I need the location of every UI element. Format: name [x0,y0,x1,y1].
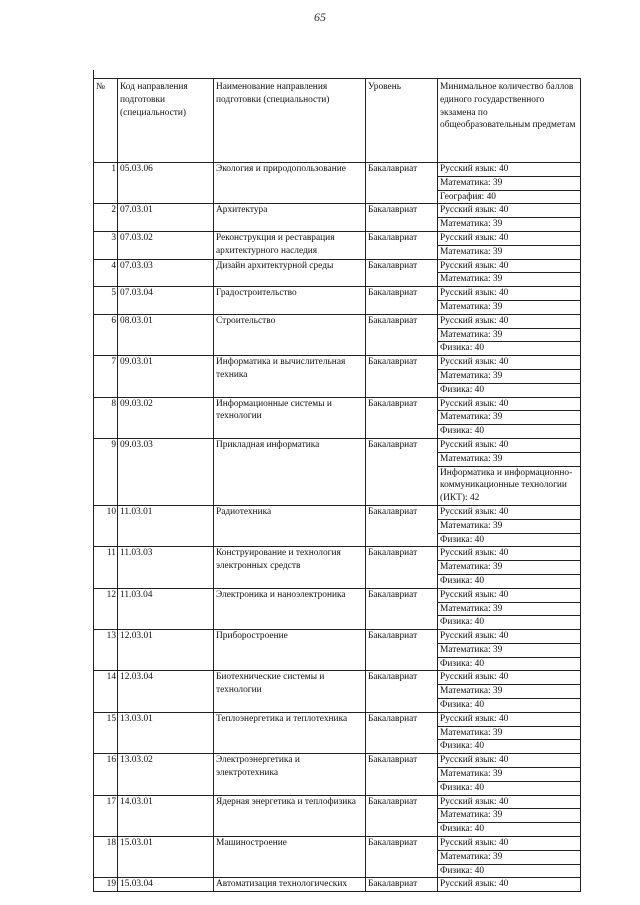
table-row [94,671,581,712]
row-code: 12.03.01 [118,630,214,671]
subject-score: Математика: 39 [438,685,580,699]
row-number: 14 [94,671,118,712]
row-code: 15.03.01 [118,837,214,878]
subject-score: Физика: 40 [440,384,485,395]
subject-score: Математика: 39 [438,453,580,467]
table-row [94,231,581,259]
subject-score: Русский язык: 40 [438,671,580,685]
row-name: Экология и природопользование [214,163,366,204]
subject-score: Математика: 39 [438,411,580,425]
row-name: Информационные системы и технологии [214,397,366,438]
row-subjects [438,287,581,315]
row-level: Бакалавриат [366,231,438,259]
subject-score: Русский язык: 40 [438,204,580,218]
row-level: Бакалавриат [366,438,438,505]
row-level: Бакалавриат [366,287,438,315]
row-subjects [438,712,581,753]
header-name: Наименование направления подготовки (специальности) [214,79,366,163]
subject-score: Математика: 39 [438,727,580,741]
table-body [94,163,581,892]
row-number: 16 [94,754,118,795]
row-code: 15.03.04 [118,878,214,892]
row-name: Информатика и вычислительная техника [214,356,366,397]
row-subjects [438,630,581,671]
row-code: 11.03.04 [118,588,214,629]
header-code: Код направления подготовки (специальности) [118,79,214,163]
row-number: 19 [94,878,118,892]
row-level: Бакалавриат [366,259,438,287]
row-name: Строительство [214,314,366,355]
row-level: Бакалавриат [366,314,438,355]
row-subjects [438,163,581,204]
row-code: 09.03.02 [118,397,214,438]
row-code: 05.03.06 [118,163,214,204]
row-name: Приборостроение [214,630,366,671]
row-level: Бакалавриат [366,837,438,878]
row-name: Градостроительство [214,287,366,315]
subject-score: Физика: 40 [440,343,485,354]
row-name: Машиностроение [214,837,366,878]
row-code: 09.03.01 [118,356,214,397]
subject-score: Русский язык: 40 [438,439,580,453]
row-subjects [438,837,581,878]
row-subjects [438,547,581,588]
header-num: № [94,79,118,163]
row-code: 12.03.04 [118,671,214,712]
subject-score: Русский язык: 40 [438,163,580,177]
row-name: Электроэнергетика и электротехника [214,754,366,795]
row-name: Ядерная энергетика и теплофизика [214,795,366,836]
table-row [94,630,581,671]
subject-score: Русский язык: 40 [438,713,580,727]
row-number: 4 [94,259,118,287]
row-number: 15 [94,712,118,753]
table-row [94,712,581,753]
table-row [94,795,581,836]
table-row [94,397,581,438]
subject-score: Физика: 40 [440,700,485,711]
row-name: Радиотехника [214,505,366,546]
table-row [94,204,581,232]
subject-score: Математика: 39 [438,851,580,865]
row-number: 10 [94,505,118,546]
row-level: Бакалавриат [366,671,438,712]
subject-score: Математика: 39 [438,329,580,343]
subject-score: Математика: 39 [438,370,580,384]
header-level: Уровень [366,79,438,163]
row-code: 07.03.02 [118,231,214,259]
table-row [94,754,581,795]
row-number: 2 [94,204,118,232]
row-code: 07.03.03 [118,259,214,287]
subject-score: Русский язык: 40 [438,754,580,768]
row-number: 11 [94,547,118,588]
subject-score: География: 40 [440,191,496,202]
row-subjects [438,397,581,438]
row-subjects [438,671,581,712]
subject-score: Физика: 40 [440,741,485,752]
row-number: 13 [94,630,118,671]
subject-score: Русский язык: 40 [438,589,580,603]
subject-score: Русский язык: 40 [438,547,580,561]
row-subjects [438,204,581,232]
admission-scores-table [93,78,581,892]
subject-score: Математика: 39 [438,561,580,575]
row-subjects [438,754,581,795]
row-name: Реконструкция и реставрация архитектурного наследия [214,231,366,259]
row-subjects [438,588,581,629]
row-subjects [438,231,581,259]
row-level: Бакалавриат [366,795,438,836]
row-level: Бакалавриат [366,878,438,892]
table-row [94,259,581,287]
row-number: 3 [94,231,118,259]
subject-score: Физика: 40 [440,617,485,628]
table-row [94,505,581,546]
row-name: Электроника и наноэлектроника [214,588,366,629]
row-code: 13.03.02 [118,754,214,795]
subject-score: Русский язык: 40 [438,630,580,644]
row-code: 11.03.03 [118,547,214,588]
row-subjects [438,438,581,505]
subject-score: Русский язык: 40 [438,315,580,329]
row-number: 18 [94,837,118,878]
row-level: Бакалавриат [366,588,438,629]
subject-score: Математика: 39 [440,219,503,230]
subject-score: Математика: 39 [440,301,503,312]
row-number: 9 [94,438,118,505]
row-number: 7 [94,356,118,397]
row-subjects [438,259,581,287]
row-level: Бакалавриат [366,163,438,204]
row-code: 07.03.04 [118,287,214,315]
table-header-row [94,79,581,163]
row-level: Бакалавриат [366,356,438,397]
header-min-score: Минимальное количество баллов единого государственного экзамена по общеобразовательным предметам [438,79,581,163]
row-level: Бакалавриат [366,712,438,753]
row-code: 09.03.03 [118,438,214,505]
subject-score: Русский язык: 40 [438,232,580,246]
table-row [94,163,581,204]
subject-score: Физика: 40 [440,658,485,669]
subject-score: Физика: 40 [440,824,485,835]
table-row [94,287,581,315]
row-number: 5 [94,287,118,315]
table-row [94,547,581,588]
row-level: Бакалавриат [366,204,438,232]
subject-score: Математика: 39 [438,520,580,534]
subject-score: Русский язык: 40 [438,260,580,274]
row-name: Архитектура [214,204,366,232]
row-number: 8 [94,397,118,438]
subject-score: Русский язык: 40 [438,287,580,301]
row-subjects [438,878,581,892]
row-name: Автоматизация технологических [214,878,366,892]
table-row [94,588,581,629]
row-level: Бакалавриат [366,754,438,795]
row-subjects [438,314,581,355]
subject-score: Математика: 39 [438,768,580,782]
subject-score: Физика: 40 [440,575,485,586]
row-number: 12 [94,588,118,629]
row-number: 6 [94,314,118,355]
subject-score: Математика: 39 [438,177,580,191]
table-row [94,438,581,505]
table-row [94,878,581,892]
row-level: Бакалавриат [366,547,438,588]
page-number: 65 [314,10,326,24]
row-name: Теплоэнергетика и теплотехника [214,712,366,753]
subject-score: Математика: 39 [438,809,580,823]
subject-score: Русский язык: 40 [438,356,580,370]
subject-score: Физика: 40 [440,534,485,545]
subject-score: Физика: 40 [440,782,485,793]
subject-score: Физика: 40 [440,426,485,437]
row-code: 07.03.01 [118,204,214,232]
subject-score: Русский язык: 40 [438,837,580,851]
table-row [94,356,581,397]
row-code: 14.03.01 [118,795,214,836]
subject-score: Математика: 39 [438,603,580,617]
row-name: Конструирование и технология электронных средств [214,547,366,588]
subject-score: Русский язык: 40 [438,398,580,412]
subject-score: Математика: 39 [438,644,580,658]
row-code: 13.03.01 [118,712,214,753]
subject-score: Русский язык: 40 [438,506,580,520]
row-name: Прикладная информатика [214,438,366,505]
row-number: 17 [94,795,118,836]
row-level: Бакалавриат [366,630,438,671]
row-level: Бакалавриат [366,397,438,438]
row-name: Дизайн архитектурной среды [214,259,366,287]
subject-score: Информатика и информационно-коммуникационные технологии (ИКТ): 42 [440,467,573,504]
row-subjects [438,795,581,836]
row-code: 11.03.01 [118,505,214,546]
row-subjects [438,356,581,397]
subject-score: Русский язык: 40 [440,879,509,890]
subject-score: Математика: 39 [440,246,503,257]
subject-score: Физика: 40 [440,865,485,876]
row-level: Бакалавриат [366,505,438,546]
table-row [94,837,581,878]
row-name: Биотехнические системы и технологии [214,671,366,712]
row-code: 08.03.01 [118,314,214,355]
table-row [94,314,581,355]
subject-score: Математика: 39 [440,274,503,285]
row-subjects [438,505,581,546]
row-number: 1 [94,163,118,204]
subject-score: Русский язык: 40 [438,796,580,810]
